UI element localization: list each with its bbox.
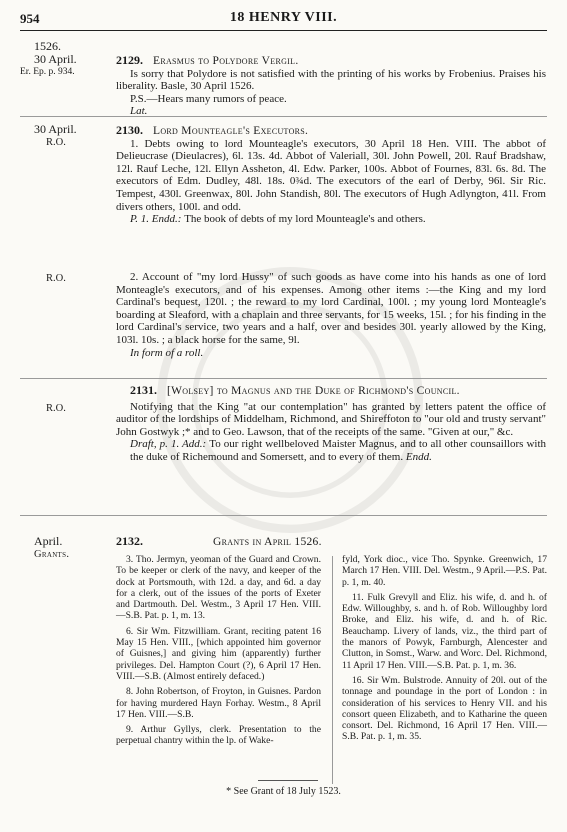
entry-2129: [116, 54, 546, 118]
grant-item: 16. Sir Wm. Bulstrode. Annuity of 20l. out of the tonnage and poundage in the port of London : in consideration of his services to Henry VII. and his consort queen Elizabeth, and to Katharine the queen consort. Del. Richmond, 16 April 17 Hen. VIII.—S.B. Pat. p. 1, m. 35.: [342, 674, 547, 743]
margin-date: 30 April.: [34, 122, 77, 136]
margin-ref: R.O.: [46, 403, 66, 414]
page-header: [20, 8, 547, 31]
grants-left-column: [116, 554, 321, 751]
note-end: Endd.: [405, 450, 432, 463]
footnote: * See Grant of 18 July 1523.: [226, 786, 341, 797]
margin-note-2129: [20, 40, 106, 79]
entry-title: [116, 384, 546, 398]
entry-title: [116, 54, 546, 68]
entry-note: Lat.: [130, 105, 148, 118]
divider: [20, 116, 547, 117]
entry-title: [116, 124, 546, 138]
grant-item: 3. Tho. Jermyn, yeoman of the Guard and Crown. To be keeper or clerk of the navy, and keeper of the dock at Portsmouth, with 12d. a day, and 6d. a day for a clerk, out of the issues of the ports of Exeter and Dartmouth. Del. Westm., 3 April 17 Hen. VIII.—S.B. Pat. p. 1, m. 13.: [116, 554, 321, 622]
divider: [20, 378, 547, 379]
grant-item: 6. Sir Wm. Fitzwilliam. Grant, reciting patent 16 May 15 Hen. VIII., [which appointed him governor of Guisnes,] and giving him (apparently) further privileges. Del. Hampton Court (?), 6 April 17 Hen. VIII.—S.B. (Almost entirely defaced.): [116, 625, 321, 682]
grant-item: fyld, York dioc., vice Tho. Spynke. Greenwich, 17 March 17 Hen. VIII. Del. Westm., 9 April.—P.S. Pat. p. 1, m. 40.: [342, 554, 547, 588]
entry-title: [116, 535, 546, 549]
entry-note-2: In form of a roll.: [130, 346, 204, 359]
entry-heading: Grants in April 1526.: [213, 536, 322, 548]
entry-heading: Erasmus to Polydore Vergil.: [153, 55, 299, 67]
entry-text: Notifying that the King "at our contemplation" has granted by letters patent the office of auditor of the lordships of Middelham, Richmond, and Shireffoton to "our old and trusty servant" John Gostwyk ;* and to Geo. Lawson, that of the receipts of the same. "Given at our," &c.: [116, 400, 546, 438]
margin-ref: R.O.: [46, 273, 66, 284]
entry-postscript: P.S.—Hears many rumors of peace.: [130, 92, 287, 105]
note-lead: Draft, p. 1. Add.:: [130, 438, 207, 451]
entry-note: [116, 438, 546, 463]
grants-right-column: [342, 554, 547, 747]
note-lead: P. 1. Endd.:: [130, 213, 182, 226]
entry-note-1: [116, 213, 546, 226]
entry-number: 2129.: [116, 53, 143, 67]
page-number: 954: [20, 11, 40, 26]
margin-date: April.: [34, 534, 63, 548]
entry-paragraph-1: 1. Debts owing to lord Mounteagle's executors, 30 April 18 Hen. VIII. The abbot of Delieucrase (Dieulacres), 6l. 13s. 4d. Abbot of Valeriall, 30l. John Powell, 20l. Rauf Bradshaw, 12l. Rauf Leche, 12l. Ellyn Assheton, 4l. Edw. Parker, 100s. Abbot of Fournes, 83l. 6s. 8d. The executors of Edm. Dudley, 48l. 18s. 0¾d. The executors of the earl of Derby, 96l. Sir Ric. Tempest, 430l. Greenwax, 80l. John Standish, 80l. The executors of Hugh Adlyngton, 41l. From divers others, 100l. and odd.: [116, 137, 546, 213]
entry-number: 2131.: [130, 383, 157, 397]
note-text: The book of debts of my lord Mounteagle's and others.: [184, 213, 426, 226]
entry-heading: [Wolsey] to Magnus and the Duke of Richmond's Council.: [167, 385, 460, 397]
running-title: 18 HENRY VIII.: [229, 10, 338, 25]
grant-item: 11. Fulk Grevyll and Eliz. his wife, d. and h. of Edw. Willoughby, s. and h. of Rob. Willoughby lord Broke, and Eliz. his wife, d. and h. of Ric. Beauchamp. Livery of lands, viz., the third part of the manors of Powyk, Farnburgh, Alencester and Clutton, in Somst., Warw. and Worc. Del. Richmond, 11 April 17 Hen. VIII.—S.B. Pat. p. 1, m. 36.: [342, 591, 547, 671]
grant-item: 9. Arthur Gyllys, clerk. Presentation to the perpetual chantry within the lp. of Wake-: [116, 724, 321, 747]
entry-paragraph-2: 2. Account of "my lord Hussy" of such goods as have come into his hands as one of lord Monteagle's executors, and of his expenses. Among other items :—the King and my lord Cardinal's bequest, 120l. ; the reward to my lord Cardinal, 100l. ; my young lord Monteagle's boarding at Sleaford, with a chaplain and three servants, for 15 weeks, 15l. ; for his finding in the lord Cardinal's service, two years and a half, over and besides 30l. yearly allowed by the King, 103l. 10s. ; a black horse for the same, 9l.: [116, 271, 546, 346]
entry-2131: [116, 384, 546, 464]
margin-ref: Er. Ep. p. 934.: [20, 67, 75, 77]
entry-2130: [116, 124, 546, 226]
entry-text: Is sorry that Polydore is not satisfied with the printing of his works by Frobenius. Praises his liberality. Basle, 30 April 1526.: [116, 67, 546, 93]
grant-item: 8. John Robertson, of Froyton, in Guisnes. Pardon for having murdered Hayn Forhay. Westm., 8 April 17 Hen. VIII.—S.B.: [116, 686, 321, 720]
margin-ref: Grants.: [34, 549, 70, 560]
divider: [20, 515, 547, 516]
entry-number: 2130.: [116, 123, 143, 137]
margin-date: 30 April.: [34, 52, 77, 66]
margin-note-2130-2: [20, 272, 106, 285]
margin-note-2132: [20, 535, 106, 561]
entry-heading: Lord Mounteagle's Executors.: [153, 125, 309, 137]
margin-note-2130: [20, 123, 106, 149]
column-rule: [332, 556, 333, 784]
footnote-rule: [258, 780, 318, 781]
margin-ref: R.O.: [46, 137, 66, 148]
entry-number: 2132.: [116, 534, 143, 548]
margin-year: 1526.: [34, 39, 61, 53]
entry-2132-title: [116, 535, 546, 549]
entry-2130-part-2: [116, 271, 546, 359]
note-text: To our right wellbeloved Maister Magnus, and to all other counsaillors with the duke of Richemound and Somersett, and to every of them.: [130, 438, 547, 463]
margin-note-2131: [20, 402, 106, 415]
